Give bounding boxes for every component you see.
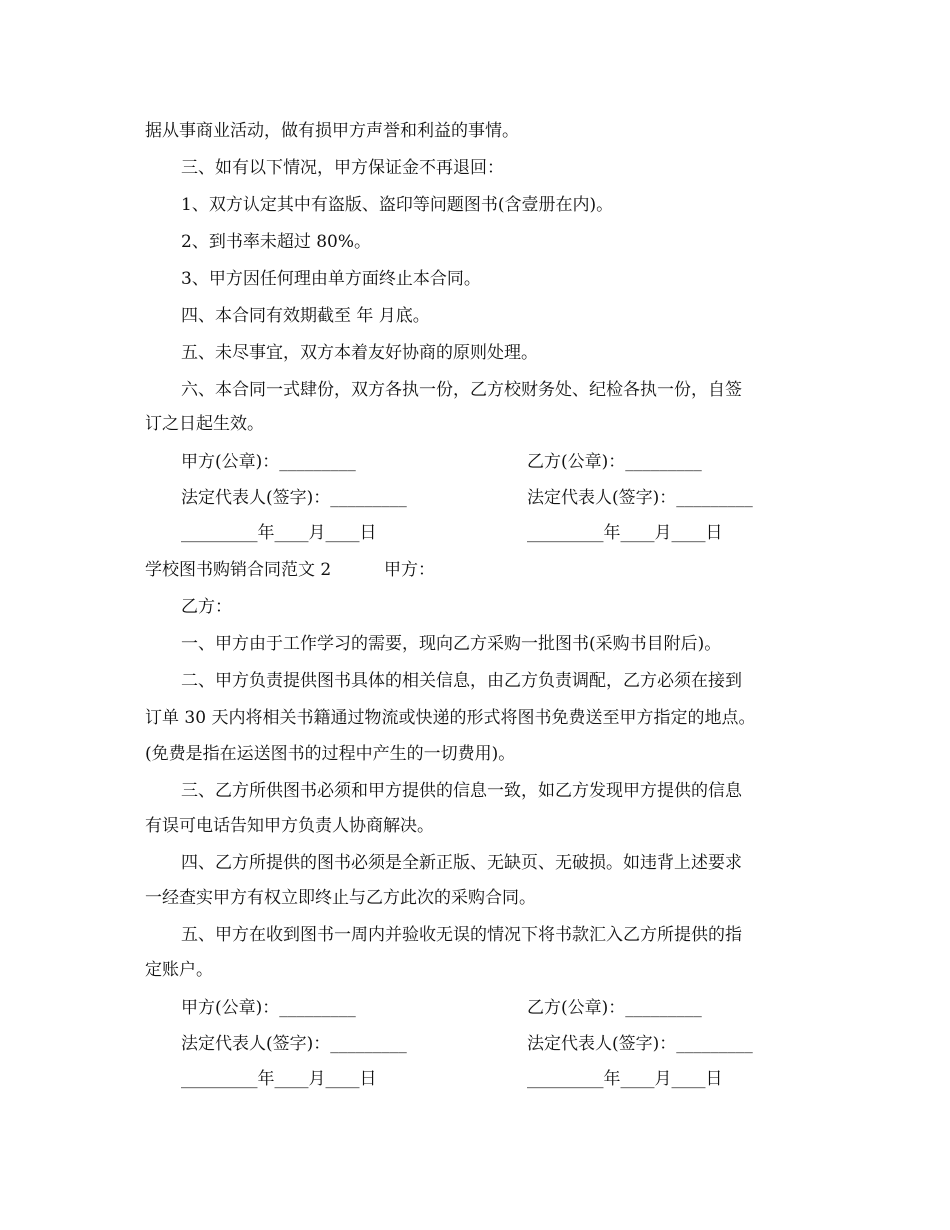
clause-1: 一、甲方由于工作学习的需要，现向乙方采购一批图书(采购书目附后)。 [181, 634, 722, 654]
clause-6-line1: 六、本合同一式肆份，双方各执一份，乙方校财务处、纪检各执一份，自签 [181, 380, 742, 400]
signature-date-a: _________年____月____日 [181, 1069, 377, 1089]
signature-party-b: 乙方(公章)：_________ [527, 998, 702, 1018]
clause-3-line1: 三、乙方所供图书必须和甲方提供的信息一致，如乙方发现甲方提供的信息 [181, 781, 742, 801]
clause-3-2: 2、到书率未超过 80%。 [181, 232, 372, 252]
clause-5: 五、未尽事宜，双方本着友好协商的原则处理。 [181, 343, 538, 363]
party-b-label: 乙方： [181, 597, 232, 617]
section-title: 学校图书购销合同范文 2 [145, 560, 332, 580]
clause-4-line1: 四、乙方所提供的图书必须是全新正版、无缺页、无破损。如违背上述要求 [181, 853, 742, 873]
signature-rep-b: 法定代表人(签字)：_________ [527, 1034, 753, 1054]
paragraph-continuation: 据从事商业活动，做有损甲方声誉和利益的事情。 [145, 121, 519, 141]
clause-4-line2: 一经查实甲方有权立即终止与乙方此次的采购合同。 [145, 888, 536, 908]
clause-6-line2: 订之日起生效。 [145, 414, 264, 434]
signature-party-b: 乙方(公章)：_________ [527, 452, 702, 472]
clause-4: 四、本合同有效期截至 年 月底。 [181, 306, 430, 326]
signature-party-a: 甲方(公章)：_________ [181, 452, 356, 472]
clause-3-line2: 有误可电话告知甲方负责人协商解决。 [145, 816, 434, 836]
clause-5-line2: 定账户。 [145, 960, 213, 980]
signature-rep-b: 法定代表人(签字)：_________ [527, 488, 753, 508]
clause-3-title: 三、如有以下情况，甲方保证金不再退回： [181, 158, 504, 178]
signature-date-b: _________年____月____日 [527, 1069, 723, 1089]
signature-rep-a: 法定代表人(签字)：_________ [181, 1034, 407, 1054]
party-a-label: 甲方： [384, 560, 435, 580]
clause-3-1: 1、双方认定其中有盗版、盗印等问题图书(含壹册在内)。 [181, 195, 614, 215]
signature-party-a: 甲方(公章)：_________ [181, 998, 356, 1018]
clause-5-line1: 五、甲方在收到图书一周内并验收无误的情况下将书款汇入乙方所提供的指 [181, 925, 742, 945]
signature-date-a: _________年____月____日 [181, 523, 377, 543]
signature-rep-a: 法定代表人(签字)：_________ [181, 488, 407, 508]
clause-2-line3: (免费是指在运送图书的过程中产生的一切费用)。 [145, 744, 516, 764]
clause-3-3: 3、甲方因任何理由单方面终止本合同。 [181, 269, 481, 289]
clause-2-line1: 二、甲方负责提供图书具体的相关信息，由乙方负责调配，乙方必须在接到 [181, 671, 742, 691]
signature-date-b: _________年____月____日 [527, 523, 723, 543]
clause-2-line2: 订单 30 天内将相关书籍通过物流或快递的形式将图书免费送至甲方指定的地点。 [145, 708, 756, 728]
